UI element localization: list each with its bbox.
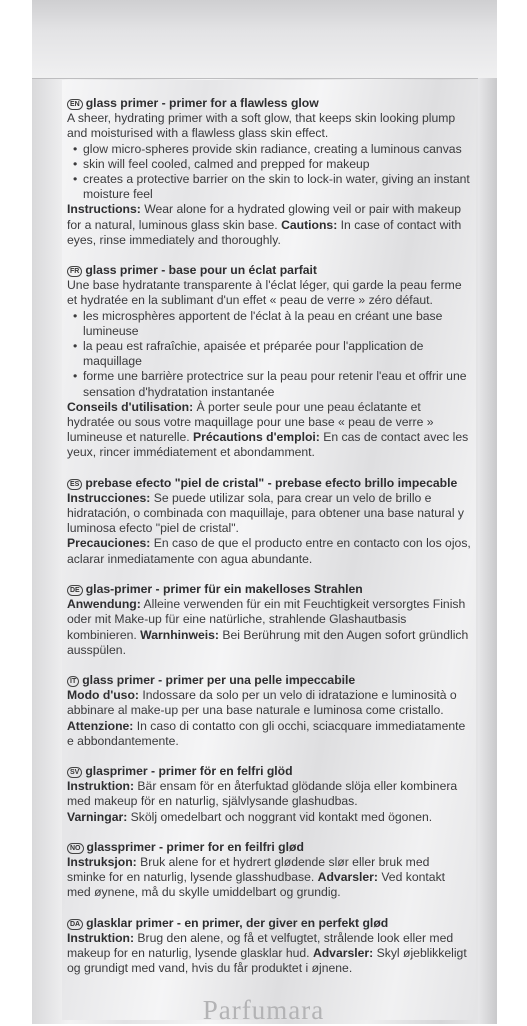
cautions-paragraph bbox=[67, 810, 471, 825]
cautions-label: Précautions d'emploi: bbox=[193, 430, 320, 445]
heading-text: prebase efecto "piel de cristal" - prebase efecto brillo impecable bbox=[85, 475, 458, 490]
instructions-label: Instructions: bbox=[67, 202, 141, 217]
instructions-text: Wear alone for a hydrated glowing veil or pair with makeup for a natural, luminous glass skin base. bbox=[67, 202, 462, 232]
cautions-text: Ved kontakt med øynene, må du skylle umiddelbart og grundig. bbox=[67, 870, 446, 900]
instructions-text: Alleine verwenden für ein mit Feuchtigkeit versorgtes Finish oder mit Make-up für eine natürliche, strahlende Glashautbasis kombinieren. bbox=[67, 597, 466, 642]
instructions-label: Instrucciones: bbox=[67, 490, 151, 505]
instructions-text: Bär ensam för en återfuktad glödande slöja eller kombinera med makeup för en naturlig, självlysande glashudbas. bbox=[67, 779, 458, 809]
intro-text: Une base hydratante transparente à l'éclat léger, qui garde la peau ferme et hydratée en la sublimant d'un effet « peau de verre » zéro défaut. bbox=[67, 278, 462, 308]
lang-badge-en: EN bbox=[67, 99, 83, 110]
instructions-paragraph bbox=[67, 779, 471, 809]
list-item: • la peau est rafraîchie, apaisée et préparée pour l'application de maquillage bbox=[67, 339, 471, 369]
section-es bbox=[67, 476, 471, 567]
list-item: • les microsphères apportent de l'éclat à la peau en créant une base lumineuse bbox=[67, 309, 471, 339]
list-item: • skin will feel cooled, calmed and prepped for makeup bbox=[67, 157, 471, 172]
intro-text: A sheer, hydrating primer with a soft glow, that keeps skin looking plump and moisturised with a flawless glass skin effect. bbox=[67, 111, 456, 141]
instructions-paragraph bbox=[67, 400, 471, 461]
instructions-label: Anwendung: bbox=[67, 597, 141, 612]
instructions-paragraph bbox=[67, 597, 471, 658]
instructions-paragraph bbox=[67, 855, 471, 901]
cautions-label: Precauciones: bbox=[67, 536, 151, 551]
lang-badge-fr: FR bbox=[67, 266, 82, 277]
section-heading bbox=[67, 96, 471, 111]
cautions-text: Skölj omedelbart och noggrant vid kontakt med ögonen. bbox=[127, 809, 433, 824]
instructions-text: Se puede utilizar sola, para crear un velo de brillo e hidratación, o combinada con maquillaje, para obtener una base natural y luminosa efecto "piel de cristal". bbox=[67, 490, 465, 536]
section-no bbox=[67, 840, 471, 901]
cautions-label: Advarsler: bbox=[317, 870, 378, 885]
section-heading bbox=[67, 916, 471, 931]
instructions-label: Instruktion: bbox=[67, 779, 135, 794]
cautions-text: En caso de que el producto entre en contacto con los ojos, aclarar inmediatamente con agua abundante. bbox=[67, 536, 471, 566]
benefit-list bbox=[67, 142, 471, 203]
lang-badge-it: IT bbox=[67, 676, 79, 687]
instructions-label: Instruksjon: bbox=[67, 854, 137, 869]
instructions-text: Bruk alene for et hydrert glødende slør eller bruk med sminke for en naturlig, lysende glasshudbase. bbox=[67, 854, 430, 885]
instructions-paragraph bbox=[67, 202, 471, 248]
heading-text: glasprimer - primer för en felfri glöd bbox=[85, 763, 293, 778]
lang-badge-da: DA bbox=[67, 919, 83, 930]
list-item: • creates a protective barrier on the skin to lock-in water, giving an instant moisture feel bbox=[67, 172, 471, 202]
heading-text: glass primer - primer per una pelle impeccabile bbox=[82, 672, 356, 687]
section-fr bbox=[67, 263, 471, 461]
section-heading bbox=[67, 840, 471, 855]
heading-text: glassprimer - primer for en feilfri glød bbox=[86, 839, 304, 854]
label-text bbox=[67, 96, 471, 991]
heading-text: glass primer - base pour un éclat parfait bbox=[85, 263, 317, 278]
section-heading bbox=[67, 476, 471, 491]
instructions-label: Conseils d'utilisation: bbox=[67, 399, 194, 414]
lang-badge-es: ES bbox=[67, 479, 82, 490]
cautions-text: En cas de contact avec les yeux, rincer immédiatement et abondamment. bbox=[67, 430, 469, 460]
cautions-label: Varningar: bbox=[67, 809, 128, 824]
list-item: • forme une barrière protectrice sur la peau pour retenir l'eau et offrir une sensation d'hydratation instantanée bbox=[67, 369, 471, 399]
section-sv bbox=[67, 764, 471, 825]
box-side-edge bbox=[478, 78, 497, 1024]
section-da bbox=[67, 916, 471, 977]
watermark: Parfumara bbox=[202, 995, 325, 1025]
section-en bbox=[67, 96, 471, 248]
instructions-paragraph bbox=[67, 491, 471, 537]
heading-text: glas-primer - primer für ein makelloses Strahlen bbox=[85, 581, 363, 596]
section-heading bbox=[67, 263, 471, 278]
cautions-label: Attenzione: bbox=[67, 718, 134, 733]
heading-text: glass primer - primer for a flawless glow bbox=[85, 96, 319, 110]
lang-badge-sv: SV bbox=[67, 767, 82, 778]
list-item: • glow micro-spheres provide skin radiance, creating a luminous canvas bbox=[67, 142, 471, 157]
cautions-label: Warnhinweis: bbox=[140, 627, 219, 642]
cautions-label: Advarsler: bbox=[312, 945, 374, 960]
benefit-list bbox=[67, 309, 471, 400]
section-de bbox=[67, 582, 471, 658]
instructions-label: Instruktion: bbox=[67, 930, 135, 945]
heading-text: glasklar primer - en primer, der giver en perfekt glød bbox=[86, 915, 389, 930]
cautions-text: Bei Berührung mit den Augen sofort gründlich ausspülen. bbox=[67, 627, 469, 657]
instructions-paragraph bbox=[67, 931, 471, 977]
instructions-text: Indossare da solo per un velo di idratazione e luminosità o abbinare al make-up per una base naturale e luminosa come cristallo. bbox=[67, 688, 457, 718]
instructions-text: À porter seule pour une peau éclatante et hydratée ou sous votre maquillage pour une base « peau de verre » lumineuse et naturelle. bbox=[67, 399, 434, 445]
section-heading bbox=[67, 582, 471, 597]
instructions-label: Modo d'uso: bbox=[67, 688, 139, 703]
cautions-text: Skyl øjeblikkeligt og grundigt med vand, hvis du får produktet i øjnene. bbox=[67, 945, 467, 976]
section-it bbox=[67, 673, 471, 749]
instructions-paragraph bbox=[67, 688, 471, 749]
box-top-flap bbox=[32, 0, 497, 79]
cautions-paragraph bbox=[67, 536, 471, 566]
lang-badge-no: NO bbox=[67, 843, 84, 854]
cautions-label: Cautions: bbox=[281, 217, 338, 232]
instructions-text: Brug den alene, og få et velfugtet, strålende look eller med makeup for en naturlig, lysende glasklar hud. bbox=[67, 930, 454, 960]
cautions-text: In caso di contatto con gli occhi, sciacquare immediatamente e abbondantemente. bbox=[67, 718, 466, 748]
section-heading bbox=[67, 764, 471, 779]
lang-badge-de: DE bbox=[67, 585, 83, 596]
cautions-text: In case of contact with eyes, rinse immediately and thoroughly. bbox=[67, 217, 462, 247]
section-heading bbox=[67, 673, 471, 688]
